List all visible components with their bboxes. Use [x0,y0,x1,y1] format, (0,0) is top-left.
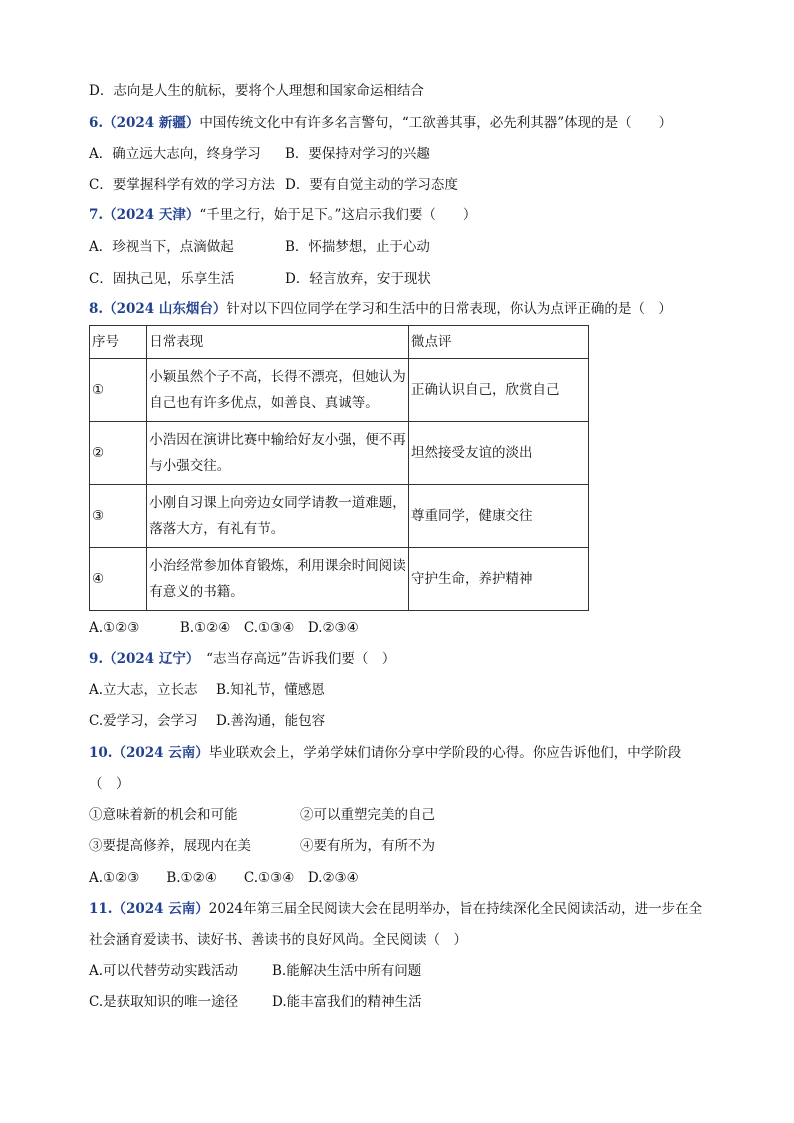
q5-option-d: D．志向是人生的航标，要将个人理想和国家命运相结合 [89,83,424,99]
q10-statement-4: ④要有所为，有所不为 [300,838,435,854]
q6-stem: 中国传统文化中有许多名言警句，“工欲善其事，必先利其器”体现的是（ ） [199,115,673,131]
q11-stem-line [89,899,702,919]
q9-stem-line [89,649,395,669]
table-cell-desc: 小颖虽然个子不高，长得不漂亮，但她认为自己也有许多优点，如善良、真诚等。 [147,359,409,422]
q6-option-d: D．要有自觉主动的学习态度 [285,177,458,193]
q6-option-a: A．确立远大志向，终身学习 [89,146,261,162]
table-header-cell: 日常表现 [147,326,409,359]
q8-table [89,325,589,611]
q9-number: 9. [89,651,104,667]
table-cell-desc: 小治经常参加体育锻炼，利用课余时间阅读有意义的书籍。 [147,548,409,611]
q10-number: 10. [89,745,113,761]
q9-option-a: A.立大志，立长志 [89,682,198,698]
table-cell-desc: 小刚自习课上向旁边女同学请教一道难题，落落大方，有礼有节。 [147,485,409,548]
q11-stem-line-2: 社会涵育爱读书、读好书、善读书的良好风尚。全民阅读（ ） [89,932,467,948]
q6-source: （2024 新疆） [103,115,200,131]
table-row [90,548,589,611]
table-cell-comment: 尊重同学，健康交往 [409,485,589,548]
table-row [90,485,589,548]
table-cell-id: ② [90,422,147,485]
q7-stem-line [89,205,476,225]
q6-stem-line [89,113,672,133]
table-cell-desc: 小浩因在演讲比赛中输给好友小强，便不再与小强交往。 [147,422,409,485]
table-row [90,359,589,422]
q10-statement-1: ①意味着新的机会和可能 [89,807,238,823]
q8-source: （2024 山东烟台） [103,301,227,317]
table-cell-comment: 守护生命，养护精神 [409,548,589,611]
q7-source: （2024 天津） [103,207,200,223]
q8-stem-line [89,299,672,319]
q11-number: 11. [89,901,113,917]
table-header-cell: 序号 [90,326,147,359]
table-cell-id: ④ [90,548,147,611]
table-cell-comment: 正确认识自己，欣赏自己 [409,359,589,422]
q11-option-b: B.能解决生活中所有问题 [272,963,422,979]
q7-number: 7. [89,207,104,223]
q6-option-b: B．要保持对学习的兴趣 [285,146,430,162]
q10-statement-2: ②可以重塑完美的自己 [300,807,435,823]
q6-option-c: C．要掌握科学有效的学习方法 [89,177,275,193]
q10-stem-line [89,743,681,763]
q8-number: 8. [89,301,104,317]
table-cell-comment: 坦然接受友谊的淡出 [409,422,589,485]
table-header-row [90,326,589,359]
q9-stem: “志当存高远”告诉我们要（ ） [192,651,396,667]
q7-option-b: B．怀揣梦想，止于心动 [285,239,430,255]
q10-statement-3: ③要提高修养，展现内在美 [89,838,251,854]
q7-option-c: C．固执己见，乐享生活 [89,271,235,287]
table-cell-id: ③ [90,485,147,548]
q7-option-d: D．轻言放弃，安于现状 [285,271,431,287]
q8-options: A.①②③ B.①②④ C.①③④ D.②③④ [89,620,359,636]
q9-option-c: C.爱学习，会学习 [89,713,198,729]
q10-stem: 毕业联欢会上，学弟学妹们请你分享中学阶段的心得。你应告诉他们，中学阶段 [208,745,682,761]
q11-source: （2024 云南） [112,901,209,917]
q9-source: （2024 辽宁） [103,651,193,667]
table-row [90,422,589,485]
table-cell-id: ① [90,359,147,422]
table-header-cell: 微点评 [409,326,589,359]
q9-option-b: B.知礼节，懂感恩 [216,682,325,698]
q9-option-d: D.善沟通，能包容 [216,713,326,729]
q8-stem: 针对以下四位同学在学习和生活中的日常表现，你认为点评正确的是（ ） [226,301,672,317]
q11-option-a: A.可以代替劳动实践活动 [89,963,239,979]
q10-stem-line-2: （ ） [89,776,130,792]
q7-option-a: A．珍视当下，点滴做起 [89,239,234,255]
q6-number: 6. [89,115,104,131]
q11-option-d: D.能丰富我们的精神生活 [272,994,422,1010]
q10-options: A.①②③ B.①②④ C.①③④ D.②③④ [89,870,359,886]
q10-source: （2024 云南） [112,745,209,761]
q7-stem: “千里之行，始于足下。”这启示我们要（ ） [199,207,477,223]
q11-option-c: C.是获取知识的唯一途径 [89,994,239,1010]
q11-stem: 2024年第三届全民阅读大会在昆明举办，旨在持续深化全民阅读活动，进一步在全 [208,901,703,917]
